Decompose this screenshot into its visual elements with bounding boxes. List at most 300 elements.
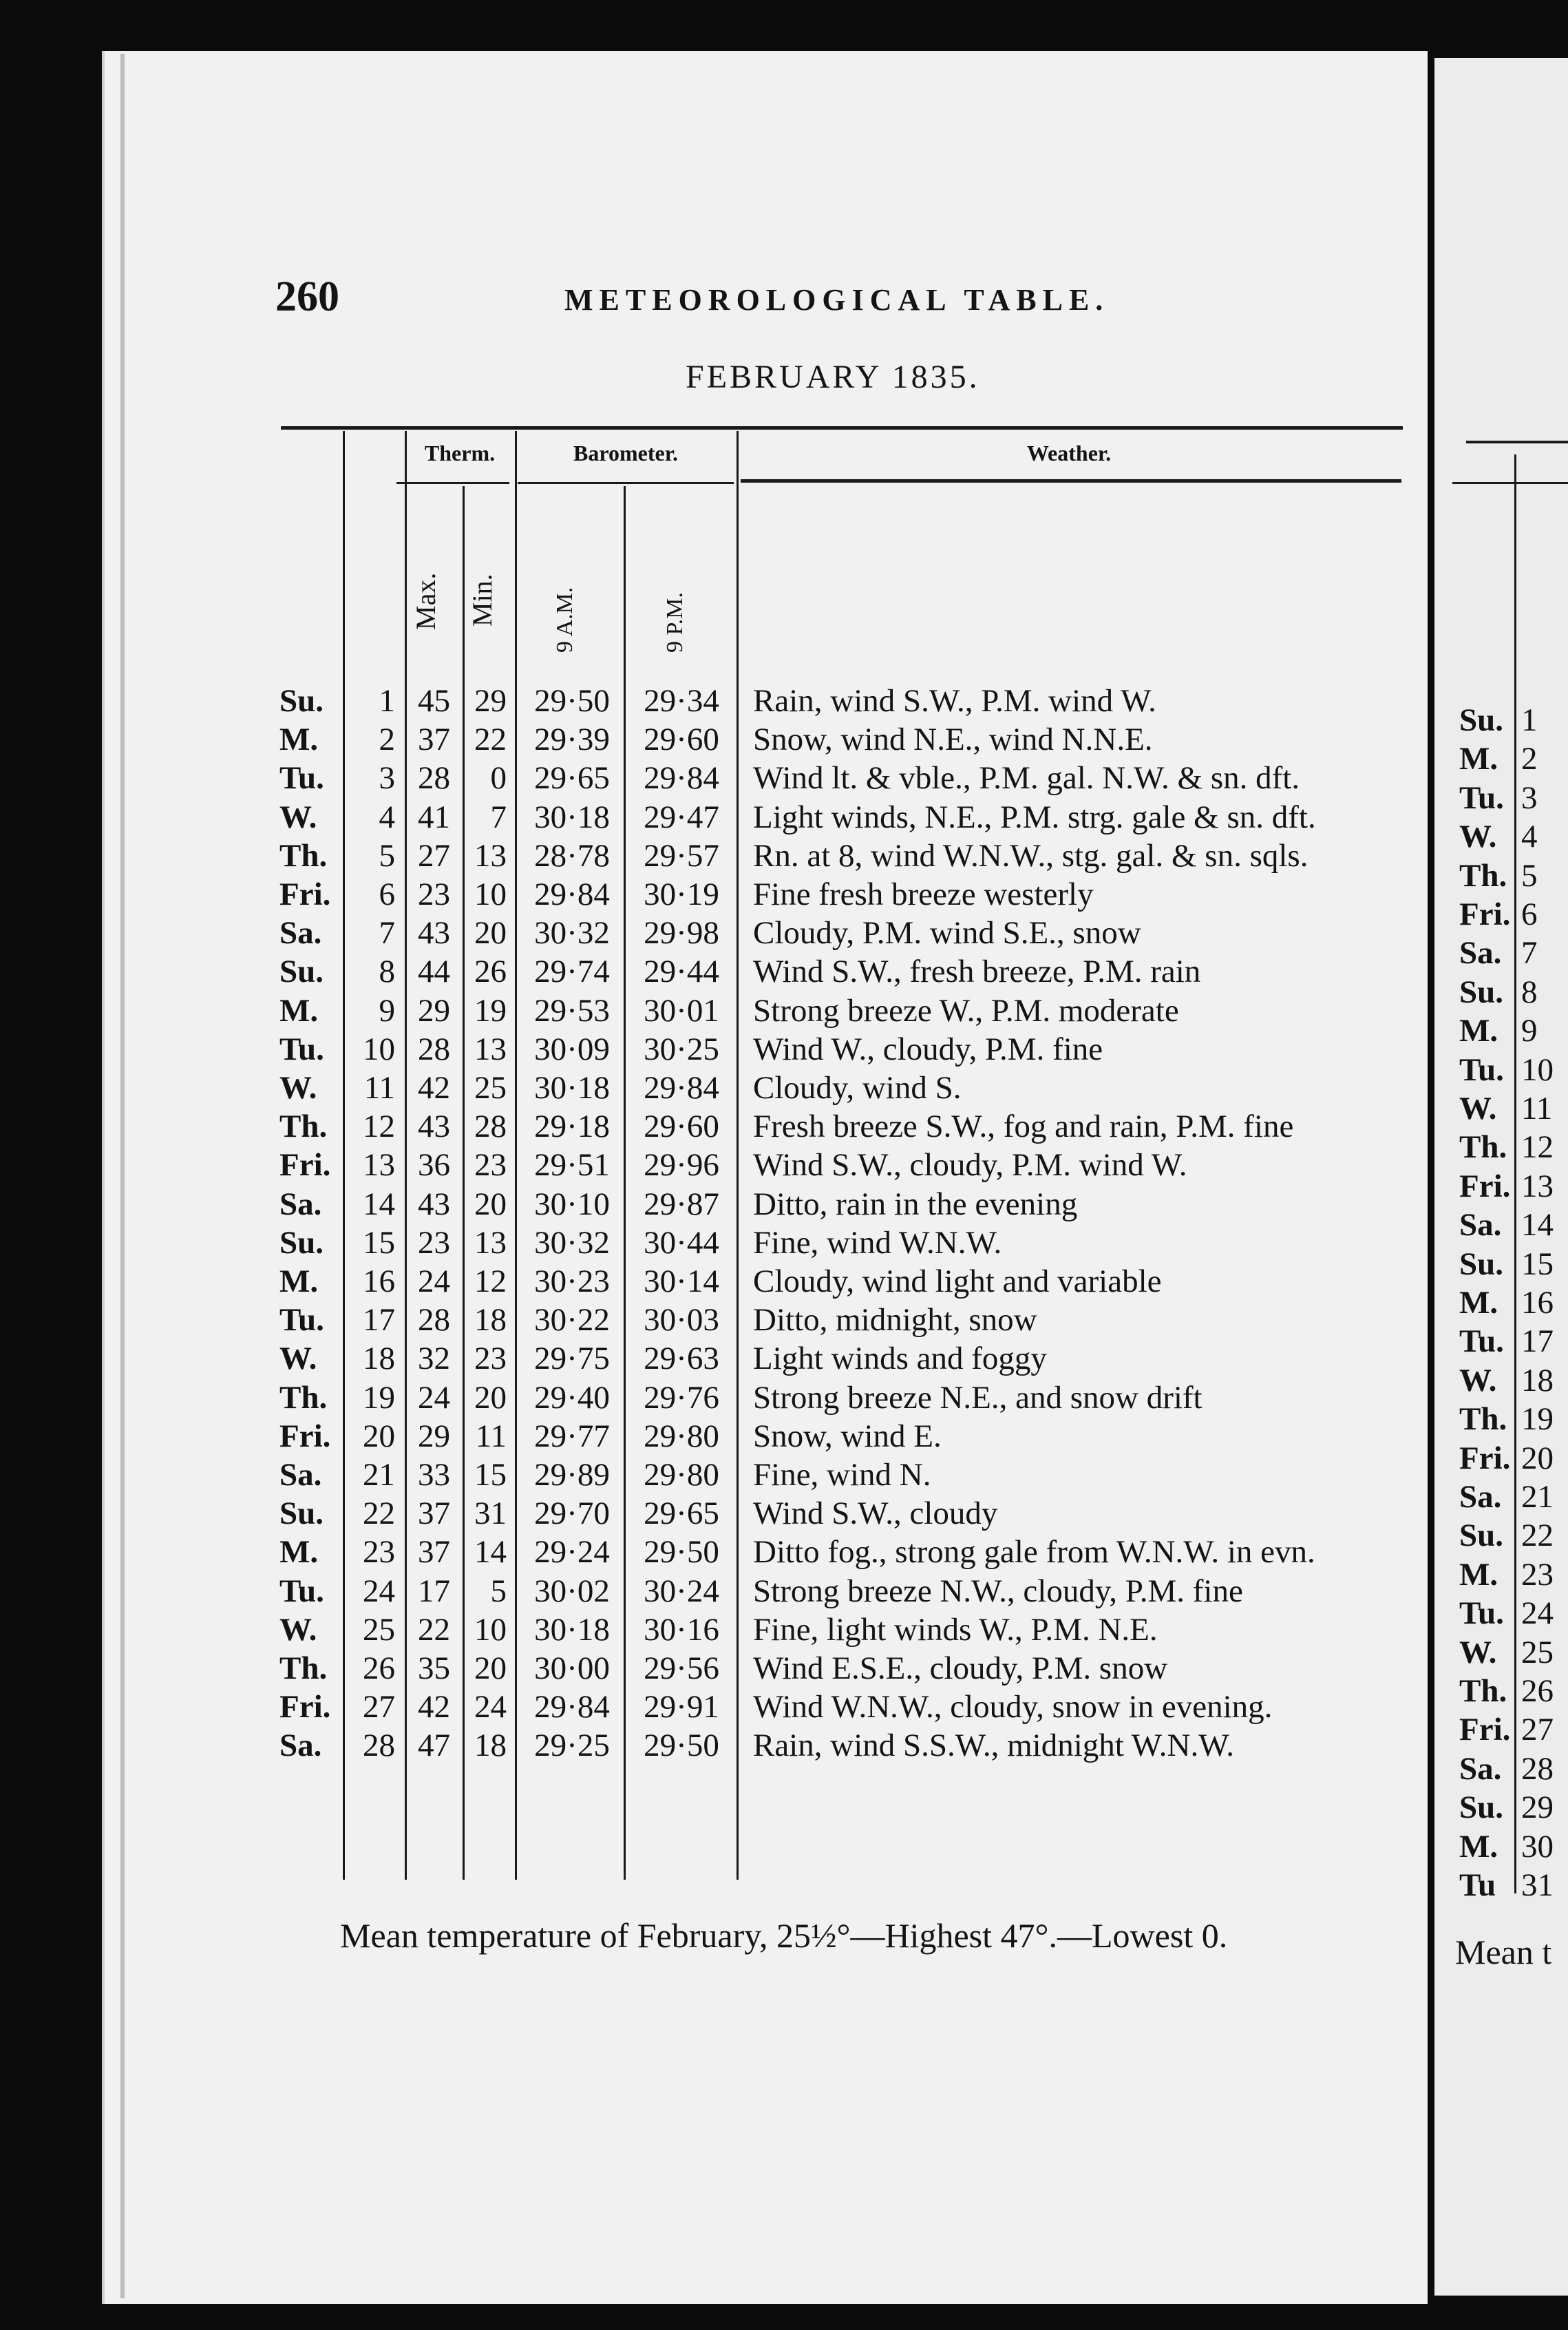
- min-temp-cell: 12: [474, 1263, 507, 1299]
- barometer-pm-cell: 29·47: [644, 799, 719, 835]
- max-temp-cell: 43: [418, 1109, 450, 1145]
- barometer-pm-cell: 29·91: [644, 1689, 719, 1725]
- max-temp-cell: 28: [418, 1031, 450, 1067]
- max-temp-cell: 27: [418, 837, 450, 874]
- max-temp-cell: 43: [418, 915, 450, 952]
- barometer-am-cell: 30·32: [534, 1224, 610, 1261]
- barometer-am-cell: 29·24: [534, 1534, 610, 1571]
- min-temp-cell: 22: [474, 722, 507, 758]
- max-temp-cell: 33: [418, 1457, 450, 1493]
- next-page-date-cell: 24: [1521, 1595, 1554, 1632]
- barometer-pm-cell: 29·50: [644, 1728, 719, 1764]
- weather-cell: Wind lt. & vble., P.M. gal. N.W. & sn. dft.: [753, 760, 1300, 797]
- barometer-am-cell: 29·89: [534, 1457, 610, 1493]
- date-cell: 15: [363, 1224, 395, 1261]
- day-cell: Tu.: [279, 760, 324, 797]
- next-page-day-cell: M.: [1459, 1013, 1498, 1049]
- date-cell: 28: [363, 1728, 395, 1764]
- barometer-am-cell: 30·18: [534, 799, 610, 835]
- next-page-date-cell: 7: [1521, 935, 1538, 972]
- barometer-pm-cell: 29·65: [644, 1495, 719, 1532]
- min-temp-cell: 20: [474, 1379, 507, 1416]
- day-cell: Fri.: [279, 877, 331, 912]
- next-page-date-cell: 30: [1521, 1828, 1554, 1865]
- date-cell: 9: [379, 992, 395, 1029]
- next-page-day-cell: Sa.: [1459, 1207, 1502, 1243]
- barometer-am-cell: 29·39: [534, 722, 610, 758]
- min-temp-cell: 19: [474, 992, 507, 1029]
- running-title: METEOROLOGICAL TABLE.: [564, 283, 1110, 317]
- weather-cell: Strong breeze W., P.M. moderate: [753, 992, 1179, 1029]
- date-cell: 18: [363, 1341, 395, 1377]
- day-cell: Sa.: [279, 1457, 322, 1493]
- weather-cell: Wind S.W., cloudy: [753, 1495, 998, 1532]
- table-subtitle: FEBRUARY 1835.: [686, 359, 980, 395]
- table-row: [0, 991, 1425, 1030]
- min-temp-cell: 23: [474, 1341, 507, 1377]
- next-page-top-rule: [1466, 441, 1568, 443]
- table-row: [0, 1146, 1425, 1184]
- barometer-am-cell: 30·18: [534, 1070, 610, 1106]
- next-page-date-cell: 18: [1521, 1362, 1554, 1398]
- date-cell: 23: [363, 1534, 395, 1571]
- barometer-pm-cell: 29·80: [644, 1418, 719, 1454]
- next-page-day-cell: Su.: [1459, 1790, 1504, 1826]
- next-page-date-cell: 25: [1521, 1634, 1554, 1670]
- next-page-day-cell: Tu.: [1459, 1051, 1504, 1088]
- weather-cell: Rn. at 8, wind W.N.W., stg. gal. & sn. sqls.: [753, 837, 1309, 874]
- day-cell: Fri.: [279, 1147, 331, 1184]
- barometer-am-cell: 29·84: [534, 877, 610, 912]
- next-page-day-cell: W.: [1459, 819, 1497, 855]
- barometer-am-cell: 29·40: [534, 1379, 610, 1416]
- weather-cell: Snow, wind N.E., wind N.N.E.: [753, 722, 1153, 758]
- next-page-date-cell: 3: [1521, 779, 1538, 816]
- day-cell: Sa.: [279, 915, 322, 952]
- next-page-date-cell: 26: [1521, 1673, 1554, 1709]
- min-temp-cell: 20: [474, 1650, 507, 1686]
- min-temp-cell: 20: [474, 915, 507, 952]
- next-page-date-cell: 19: [1521, 1401, 1554, 1438]
- next-page-day-cell: Fri.: [1459, 1168, 1511, 1204]
- min-temp-cell: 18: [474, 1728, 507, 1764]
- date-cell: 12: [363, 1109, 395, 1145]
- min-temp-cell: 13: [474, 837, 507, 874]
- next-page-date-cell: 12: [1521, 1129, 1554, 1166]
- day-cell: Sa.: [279, 1186, 322, 1222]
- barometer-am-cell: 29·50: [534, 683, 610, 719]
- day-cell: Fri.: [279, 1418, 331, 1454]
- barometer-pm-cell: 29·76: [644, 1379, 719, 1416]
- weather-cell: Wind S.W., fresh breeze, P.M. rain: [753, 954, 1201, 990]
- max-temp-cell: 47: [418, 1728, 450, 1764]
- min-temp-cell: 13: [474, 1031, 507, 1067]
- min-temp-cell: 15: [474, 1457, 507, 1493]
- table-row: [0, 1494, 1425, 1533]
- max-temp-cell: 17: [418, 1573, 450, 1609]
- min-temp-cell: 13: [474, 1224, 507, 1261]
- weather-cell: Ditto, rain in the evening: [753, 1186, 1078, 1222]
- next-page-day-cell: M.: [1459, 1556, 1498, 1593]
- next-page-date-cell: 5: [1521, 857, 1538, 894]
- next-page-day-cell: Su.: [1459, 702, 1504, 738]
- pm-header: 9 P.M.: [662, 592, 688, 653]
- table-row: [0, 1069, 1425, 1107]
- table-row: [0, 837, 1425, 875]
- weather-cell: Fine fresh breeze westerly: [753, 877, 1094, 912]
- weather-cell: Light winds and foggy: [753, 1341, 1047, 1377]
- table-row: [0, 1224, 1425, 1262]
- max-temp-cell: 37: [418, 1495, 450, 1532]
- barometer-am-cell: 30·32: [534, 915, 610, 952]
- day-cell: Su.: [279, 683, 324, 719]
- min-temp-cell: 29: [474, 683, 507, 719]
- next-page-date-cell: 23: [1521, 1556, 1554, 1593]
- barometer-am-cell: 30·22: [534, 1302, 610, 1339]
- next-page-date-cell: 6: [1521, 896, 1538, 932]
- barometer-pm-cell: 29·84: [644, 760, 719, 797]
- date-cell: 5: [379, 837, 395, 874]
- day-cell: Th.: [279, 1109, 328, 1145]
- next-page-day-cell: Sa.: [1459, 1750, 1502, 1787]
- date-cell: 4: [379, 799, 395, 835]
- barometer-pm-cell: 29·44: [644, 954, 719, 990]
- day-cell: Su.: [279, 1495, 324, 1532]
- table-row: [0, 1572, 1425, 1610]
- barometer-pm-cell: 29·63: [644, 1341, 719, 1377]
- table-row: [0, 1533, 1425, 1571]
- next-page-day-cell: Sa.: [1459, 1479, 1502, 1515]
- weather-group-rule: [741, 479, 1401, 483]
- barometer-am-cell: 29·70: [534, 1495, 610, 1532]
- barometer-pm-cell: 29·60: [644, 1109, 719, 1145]
- next-page-date-cell: 16: [1521, 1285, 1554, 1321]
- day-cell: Sa.: [279, 1728, 322, 1764]
- min-temp-cell: 5: [490, 1573, 507, 1609]
- barometer-am-cell: 29·25: [534, 1728, 610, 1764]
- day-cell: Tu.: [279, 1031, 324, 1067]
- date-cell: 16: [363, 1263, 395, 1299]
- min-temp-cell: 14: [474, 1534, 507, 1571]
- next-page-day-cell: Fri.: [1459, 1712, 1511, 1748]
- day-cell: Th.: [279, 1650, 328, 1686]
- table-row: [0, 952, 1425, 991]
- barometer-am-cell: 30·00: [534, 1650, 610, 1686]
- next-page-footer: Mean t: [1455, 1933, 1552, 1971]
- max-temp-cell: 24: [418, 1379, 450, 1416]
- barometer-am-cell: 29·74: [534, 954, 610, 990]
- date-cell: 10: [363, 1031, 395, 1067]
- weather-cell: Ditto fog., strong gale from W.N.W. in evn.: [753, 1534, 1315, 1571]
- max-temp-cell: 22: [418, 1611, 450, 1648]
- barometer-am-cell: 28·78: [534, 837, 610, 874]
- barometer-pm-cell: 30·01: [644, 992, 719, 1029]
- max-temp-cell: 28: [418, 1302, 450, 1339]
- day-cell: M.: [279, 1263, 319, 1299]
- day-cell: W.: [279, 1611, 317, 1648]
- day-cell: M.: [279, 722, 319, 758]
- table-row: [0, 720, 1425, 759]
- table-row: [0, 759, 1425, 797]
- next-page-date-cell: 11: [1521, 1091, 1553, 1126]
- min-temp-cell: 0: [490, 760, 507, 797]
- next-page-date-cell: 10: [1521, 1051, 1554, 1088]
- next-page-day-cell: W.: [1459, 1091, 1497, 1126]
- next-page-date-cell: 15: [1521, 1246, 1554, 1282]
- table-row: [0, 1301, 1425, 1339]
- next-page-date-cell: 2: [1521, 741, 1538, 777]
- next-page-day-cell: Su.: [1459, 974, 1504, 1010]
- min-temp-cell: 26: [474, 954, 507, 990]
- next-page-day-cell: Su.: [1459, 1518, 1504, 1554]
- am-header: 9 A.M.: [552, 587, 578, 653]
- date-cell: 21: [363, 1457, 395, 1493]
- next-page-day-cell: M.: [1459, 741, 1498, 777]
- table-row: [0, 1726, 1425, 1765]
- barometer-pm-cell: 29·57: [644, 837, 719, 874]
- table-row: [0, 1262, 1425, 1301]
- barometer-am-cell: 29·18: [534, 1109, 610, 1145]
- barometer-pm-cell: 29·34: [644, 683, 719, 719]
- next-page-day-cell: W.: [1459, 1634, 1497, 1670]
- max-temp-cell: 43: [418, 1186, 450, 1222]
- barometer-am-cell: 29·53: [534, 992, 610, 1029]
- max-temp-cell: 41: [418, 799, 450, 835]
- next-page-day-cell: W.: [1459, 1362, 1497, 1398]
- next-page-date-cell: 22: [1521, 1518, 1554, 1554]
- min-temp-cell: 7: [490, 799, 507, 835]
- max-temp-cell: 35: [418, 1650, 450, 1686]
- table-row: [0, 682, 1425, 720]
- barometer-am-cell: 29·84: [534, 1689, 610, 1725]
- table-row: [0, 1649, 1425, 1688]
- barometer-am-cell: 30·10: [534, 1186, 610, 1222]
- date-cell: 2: [379, 722, 395, 758]
- max-temp-cell: 24: [418, 1263, 450, 1299]
- weather-cell: Wind W., cloudy, P.M. fine: [753, 1031, 1103, 1067]
- table-row: [0, 798, 1425, 837]
- max-temp-cell: 29: [418, 992, 450, 1029]
- weather-cell: Cloudy, P.M. wind S.E., snow: [753, 915, 1141, 952]
- min-temp-cell: 11: [475, 1418, 507, 1454]
- next-page-day-cell: Su.: [1459, 1246, 1504, 1282]
- date-cell: 19: [363, 1379, 395, 1416]
- table-row: [0, 1185, 1425, 1224]
- table-row: [0, 1378, 1425, 1417]
- barometer-am-cell: 30·23: [534, 1263, 610, 1299]
- next-page-date-cell: 17: [1521, 1323, 1554, 1360]
- weather-cell: Wind W.N.W., cloudy, snow in evening.: [753, 1689, 1273, 1725]
- min-temp-cell: 28: [474, 1109, 507, 1145]
- next-page-day-cell: Th.: [1459, 1401, 1507, 1438]
- date-cell: 22: [363, 1495, 395, 1532]
- weather-cell: Rain, wind S.S.W., midnight W.N.W.: [753, 1728, 1235, 1764]
- next-page-date-cell: 4: [1521, 819, 1538, 855]
- min-temp-cell: 18: [474, 1302, 507, 1339]
- weather-cell: Fine, wind W.N.W.: [753, 1224, 1002, 1261]
- day-cell: M.: [279, 1534, 319, 1571]
- therm-header: Therm.: [424, 441, 496, 465]
- min-temp-cell: 24: [474, 1689, 507, 1725]
- date-cell: 24: [363, 1573, 395, 1609]
- min-header: Min.: [467, 574, 498, 627]
- weather-cell: Rain, wind S.W., P.M. wind W.: [753, 683, 1156, 719]
- next-page-group-rule: [1452, 482, 1568, 484]
- barometer-pm-cell: 29·50: [644, 1534, 719, 1571]
- day-cell: Tu.: [279, 1302, 324, 1339]
- weather-cell: Strong breeze N.W., cloudy, P.M. fine: [753, 1573, 1243, 1609]
- max-temp-cell: 42: [418, 1689, 450, 1725]
- next-page-day-cell: Fri.: [1459, 1440, 1511, 1476]
- table-row: [0, 1417, 1425, 1456]
- table-row: [0, 1107, 1425, 1146]
- next-page-day-cell: Th.: [1459, 857, 1507, 894]
- table-row: [0, 1030, 1425, 1069]
- table-top-rule: [281, 426, 1403, 430]
- weather-cell: Fine, wind N.: [753, 1457, 931, 1493]
- next-page-col-rule-1: [1514, 454, 1516, 1893]
- day-cell: M.: [279, 992, 319, 1029]
- day-cell: Su.: [279, 1224, 324, 1261]
- date-cell: 13: [363, 1147, 395, 1184]
- day-cell: W.: [279, 1070, 317, 1106]
- barometer-pm-cell: 30·19: [644, 877, 719, 912]
- next-page-day-cell: Tu.: [1459, 1323, 1504, 1360]
- next-page-day-cell: Th.: [1459, 1673, 1507, 1709]
- day-cell: Fri.: [279, 1689, 331, 1725]
- date-cell: 11: [363, 1070, 395, 1106]
- barometer-pm-cell: 30·16: [644, 1611, 719, 1648]
- weather-cell: Wind S.W., cloudy, P.M. wind W.: [753, 1147, 1187, 1184]
- weather-cell: Light winds, N.E., P.M. strg. gale & sn. dft.: [753, 799, 1316, 835]
- next-page-day-cell: M.: [1459, 1285, 1498, 1321]
- next-page-date-cell: 1: [1521, 702, 1538, 738]
- min-temp-cell: 10: [474, 877, 507, 912]
- barometer-pm-cell: 29·96: [644, 1147, 719, 1184]
- page-number: 260: [275, 273, 339, 320]
- next-page-date-cell: 14: [1521, 1207, 1554, 1243]
- barometer-pm-cell: 29·60: [644, 722, 719, 758]
- weather-cell: Strong breeze N.E., and snow drift: [753, 1379, 1203, 1416]
- min-temp-cell: 23: [474, 1147, 507, 1184]
- date-cell: 20: [363, 1418, 395, 1454]
- next-page-date-cell: 27: [1521, 1712, 1554, 1748]
- weather-cell: Cloudy, wind light and variable: [753, 1263, 1162, 1299]
- barometer-pm-cell: 29·98: [644, 915, 719, 952]
- weather-cell: Wind E.S.E., cloudy, P.M. snow: [753, 1650, 1168, 1686]
- weather-cell: Cloudy, wind S.: [753, 1070, 962, 1106]
- next-page-day-cell: Tu.: [1459, 779, 1504, 816]
- max-temp-cell: 32: [418, 1341, 450, 1377]
- table-row: [0, 1456, 1425, 1494]
- table-row: [0, 1688, 1425, 1726]
- barometer-am-cell: 29·65: [534, 760, 610, 797]
- max-temp-cell: 44: [418, 954, 450, 990]
- weather-header: Weather.: [1026, 441, 1112, 465]
- max-temp-cell: 37: [418, 1534, 450, 1571]
- barometer-header: Barometer.: [573, 441, 678, 465]
- table-row: [0, 1339, 1425, 1378]
- barometer-pm-cell: 30·44: [644, 1224, 719, 1261]
- barometer-pm-cell: 30·14: [644, 1263, 719, 1299]
- next-page-date-cell: 9: [1521, 1013, 1538, 1049]
- date-cell: 6: [379, 877, 395, 912]
- next-page-day-cell: Sa.: [1459, 935, 1502, 972]
- next-page-date-cell: 13: [1521, 1168, 1554, 1204]
- next-page-date-cell: 28: [1521, 1750, 1554, 1787]
- date-cell: 3: [379, 760, 395, 797]
- barometer-am-cell: 30·02: [534, 1573, 610, 1609]
- next-page-date-cell: 8: [1521, 974, 1538, 1010]
- weather-cell: Snow, wind E.: [753, 1418, 942, 1454]
- next-page-day-cell: Tu: [1459, 1867, 1496, 1903]
- table-row: [0, 914, 1425, 952]
- barometer-pm-cell: 30·24: [644, 1573, 719, 1609]
- barometer-pm-cell: 29·84: [644, 1070, 719, 1106]
- next-page-date-cell: 29: [1521, 1790, 1554, 1826]
- next-page-day-cell: M.: [1459, 1828, 1498, 1865]
- max-temp-cell: 42: [418, 1070, 450, 1106]
- date-cell: 25: [363, 1611, 395, 1648]
- barometer-pm-cell: 29·87: [644, 1186, 719, 1222]
- barometer-pm-cell: 29·80: [644, 1457, 719, 1493]
- next-page-date-cell: 21: [1521, 1479, 1554, 1515]
- therm-group-rule: [396, 482, 509, 484]
- next-page-day-cell: Tu.: [1459, 1595, 1504, 1632]
- day-cell: Su.: [279, 954, 324, 990]
- weather-cell: Fine, light winds W., P.M. N.E.: [753, 1611, 1158, 1648]
- barometer-am-cell: 29·51: [534, 1147, 610, 1184]
- date-cell: 27: [363, 1689, 395, 1725]
- date-cell: 7: [379, 915, 395, 952]
- next-page-day-cell: Fri.: [1459, 896, 1511, 932]
- table-row: [0, 875, 1425, 914]
- max-temp-cell: 23: [418, 1224, 450, 1261]
- barometer-pm-cell: 30·25: [644, 1031, 719, 1067]
- date-cell: 14: [363, 1186, 395, 1222]
- barometer-pm-cell: 30·03: [644, 1302, 719, 1339]
- date-cell: 8: [379, 954, 395, 990]
- barometer-am-cell: 29·75: [534, 1341, 610, 1377]
- min-temp-cell: 31: [474, 1495, 507, 1532]
- day-cell: Th.: [279, 1379, 328, 1416]
- min-temp-cell: 10: [474, 1611, 507, 1648]
- weather-cell: Ditto, midnight, snow: [753, 1302, 1037, 1339]
- min-temp-cell: 25: [474, 1070, 507, 1106]
- max-temp-cell: 28: [418, 760, 450, 797]
- date-cell: 1: [379, 683, 395, 719]
- max-temp-cell: 29: [418, 1418, 450, 1454]
- date-cell: 17: [363, 1302, 395, 1339]
- day-cell: W.: [279, 799, 317, 835]
- day-cell: W.: [279, 1341, 317, 1377]
- barometer-am-cell: 29·77: [534, 1418, 610, 1454]
- barometer-group-rule: [518, 482, 734, 484]
- barometer-am-cell: 30·09: [534, 1031, 610, 1067]
- max-temp-cell: 37: [418, 722, 450, 758]
- date-cell: 26: [363, 1650, 395, 1686]
- day-cell: Tu.: [279, 1573, 324, 1609]
- max-temp-cell: 23: [418, 877, 450, 912]
- summary-footer: Mean temperature of February, 25½°—Highest 47°.—Lowest 0.: [340, 1916, 1228, 1955]
- next-page-date-cell: 20: [1521, 1440, 1554, 1476]
- table-row: [0, 1610, 1425, 1649]
- barometer-am-cell: 30·18: [534, 1611, 610, 1648]
- next-page-date-cell: 31: [1521, 1867, 1554, 1903]
- day-cell: Th.: [279, 837, 328, 874]
- weather-cell: Fresh breeze S.W., fog and rain, P.M. fine: [753, 1109, 1294, 1145]
- max-temp-cell: 45: [418, 683, 450, 719]
